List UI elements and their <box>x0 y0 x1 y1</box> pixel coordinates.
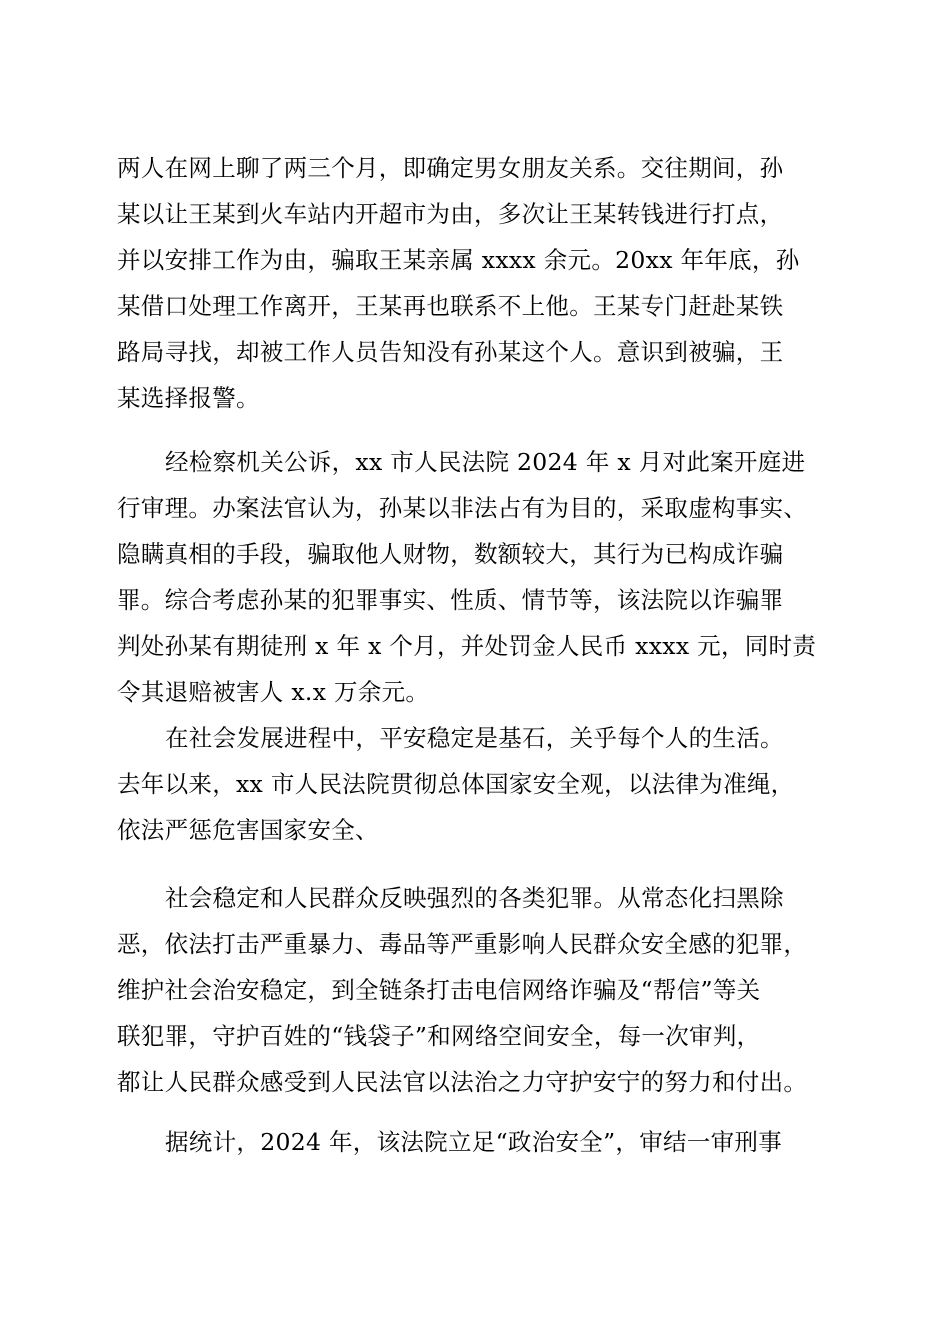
text-line: 联犯罪，守护百姓的“钱袋子”和网络空间安全，每一次审判， <box>117 1022 761 1050</box>
text-line: 隐瞒真相的手段，骗取他人财物，数额较大，其行为已构成诈骗 <box>117 540 784 568</box>
text-line: 据统计，2024 年，该法院立足“政治安全”，审结一审刑事 <box>165 1128 783 1156</box>
text-line: 经检察机关公诉，xx 市人民法院 2024 年 x 月对此案开庭进 <box>165 448 806 476</box>
text-line: 依法严惩危害国家安全、 <box>117 816 379 844</box>
text-line: 维护社会治安稳定，到全链条打击电信网络诈骗及“帮信”等关 <box>117 976 761 1004</box>
text-line: 行审理。办案法官认为，孙某以非法占有为目的，采取虚构事实、 <box>117 494 808 522</box>
text-line: 罪。综合考虑孙某的犯罪事实、性质、情节等，该法院以诈骗罪 <box>117 586 784 614</box>
text-line: 判处孙某有期徒刑 x 年 x 个月，并处罚金人民币 xxxx 元，同时责 <box>117 632 817 660</box>
text-line: 某以让王某到火车站内开超市为由，多次让王某转钱进行打点， <box>117 200 784 228</box>
text-line: 在社会发展进程中，平安稳定是基石，关乎每个人的生活。 <box>165 724 784 752</box>
text-line: 社会稳定和人民群众反映强烈的各类犯罪。从常态化扫黑除 <box>165 884 784 912</box>
text-line: 去年以来，xx 市人民法院贯彻总体国家安全观，以法律为准绳， <box>117 770 795 798</box>
text-line: 都让人民群众感受到人民法官以法治之力守护安宁的努力和付出。 <box>117 1068 808 1096</box>
text-line: 并以安排工作为由，骗取王某亲属 xxxx 余元。20xx 年年底，孙 <box>117 246 800 274</box>
text-line: 路局寻找，却被工作人员告知没有孙某这个人。意识到被骗，王 <box>117 338 784 366</box>
text-line: 两人在网上聊了两三个月，即确定男女朋友关系。交往期间，孙 <box>117 154 784 182</box>
text-line: 恶，依法打击严重暴力、毒品等严重影响人民群众安全感的犯罪， <box>117 930 808 958</box>
text-line: 某借口处理工作离开，王某再也联系不上他。王某专门赶赴某铁 <box>117 292 784 320</box>
text-line: 令其退赔被害人 x.x 万余元。 <box>117 678 430 706</box>
text-line: 某选择报警。 <box>117 384 260 412</box>
